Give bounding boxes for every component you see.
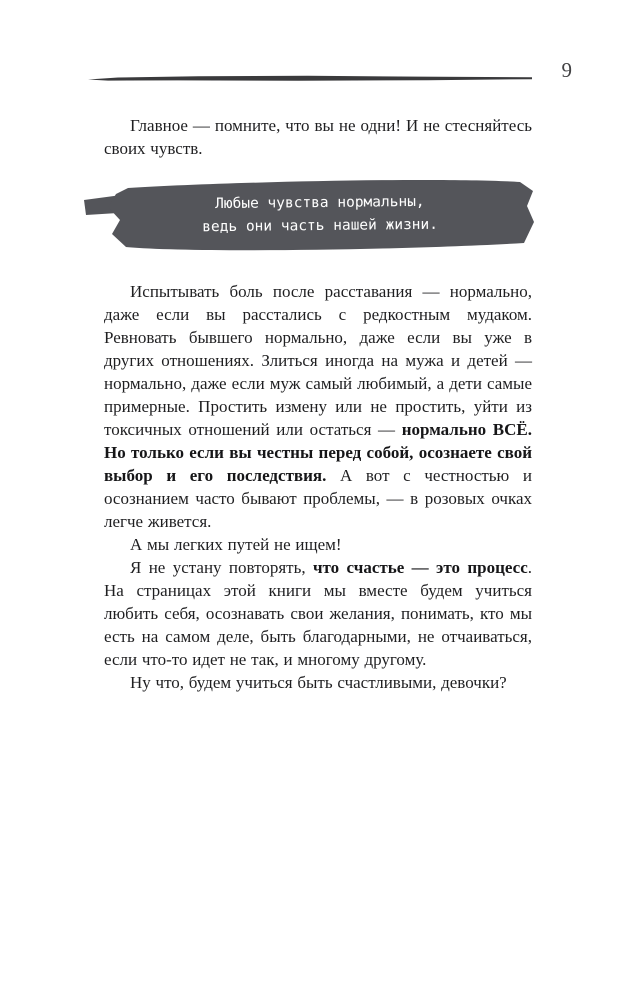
callout-line-1: Любые чувства нормальны,: [215, 193, 425, 213]
process-paragraph-bold: что счастье — это процесс: [312, 558, 528, 577]
decorative-brush-rule: [88, 70, 532, 78]
page-number: 9: [561, 58, 572, 82]
process-paragraph-text-1: Я не устану повторять,: [130, 558, 313, 577]
process-paragraph-text-2: . На страницах этой книги мы вместе будем учиться любить себя, осознавать свои желания, понимать, кто мы есть на самом деле, быть благодарными, не отчаиваться, если что-то идет не так, и многому другому.: [104, 558, 532, 669]
intro-paragraph: [104, 114, 532, 160]
main-paragraph: [104, 280, 532, 533]
brush-rule-shape: [88, 75, 532, 83]
intro-text: Главное — помните, что вы не одни! И не стесняйтесь своих чувств.: [104, 116, 532, 158]
main-paragraph-text-2: А вот с честностью и осознанием часто бывают проблемы, — в розовых очках легче живется.: [104, 466, 532, 531]
quote-callout: [84, 176, 536, 254]
short-paragraph: [104, 533, 532, 556]
page-content: [104, 114, 532, 694]
closing-paragraph-text: Ну что, будем учиться быть счастливыми, девочки?: [130, 673, 507, 692]
main-paragraph-bold: нормально ВСЁ. Но только если вы честны перед собой, осознаете свой выбор и его последствия.: [104, 420, 532, 485]
callout-text: [104, 176, 537, 255]
closing-paragraph: [104, 671, 532, 694]
short-paragraph-text: А мы легких путей не ищем!: [130, 535, 342, 554]
main-paragraph-text-1: Испытывать боль после расставания — нормально, даже если вы расстались с редкостным мудаком. Ревновать бывшего нормально, даже если вы уже в других отношениях. Злиться иногда на мужа и детей — нормально, даже если муж самый любимый, а дети самые примерные. Простить измену или не простить, уйти из токсичных отношений или остаться —: [104, 282, 532, 439]
process-paragraph: [104, 556, 532, 671]
callout-line-2: ведь они часть нашей жизни.: [202, 216, 439, 236]
